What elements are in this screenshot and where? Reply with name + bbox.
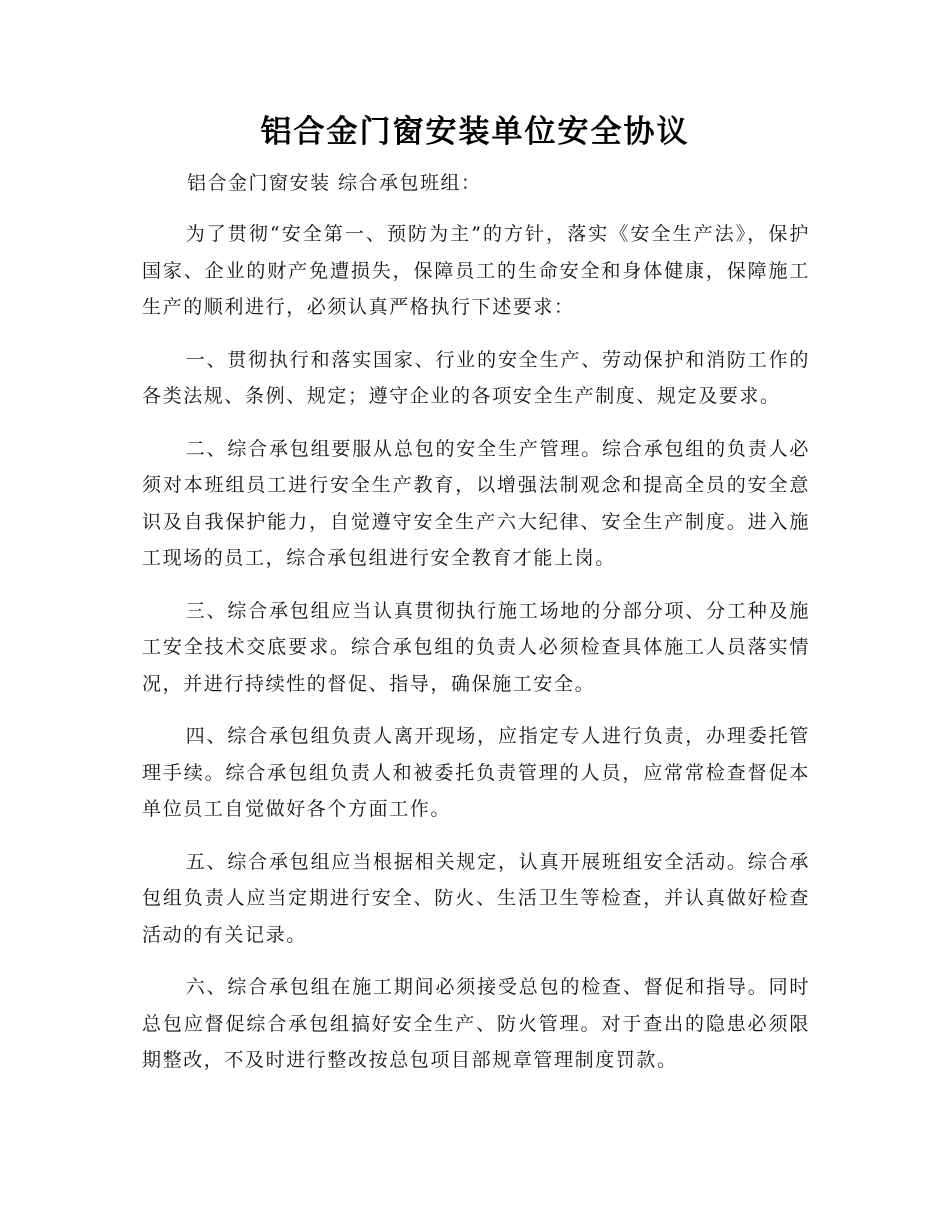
paragraph-clause-2: 二、综合承包组要服从总包的安全生产管理。综合承包组的负责人必须对本班组员工进行安全生产教育，以增强法制观念和提高全员的安全意识及自我保护能力，自觉遵守安全生产六大纪律、安全生产制度。进入施工现场的员工，综合承包组进行安全教育才能上岗。 (142, 437, 810, 569)
paragraph-clause-1: 一、贯彻执行和落实国家、行业的安全生产、劳动保护和消防工作的各类法规、条例、规定；遵守企业的各项安全生产制度、规定及要求。 (142, 348, 810, 407)
document-title: 铝合金门窗安装单位安全协议 (260, 114, 690, 150)
paragraph-clause-5: 五、综合承包组应当根据相关规定，认真开展班组安全活动。综合承包组负责人应当定期进行安全、防火、生活卫生等检查，并认真做好检查活动的有关记录。 (142, 850, 810, 946)
addressee-line: 铝合金门窗安装 综合承包班组： (187, 172, 482, 194)
document-body (142, 216, 810, 1095)
paragraph-clause-3: 三、综合承包组应当认真贯彻执行施工场地的分部分项、分工种及施工安全技术交底要求。综合承包组的负责人必须检查具体施工人员落实情况，并进行持续性的督促、指导，确保施工安全。 (142, 599, 810, 695)
paragraph-clause-4: 四、综合承包组负责人离开现场，应指定专人进行负责，办理委托管理手续。综合承包组负责人和被委托负责管理的人员，应常常检查督促本单位员工自觉做好各个方面工作。 (142, 725, 810, 820)
paragraph-preamble: 为了贯彻“安全第一、预防为主”的方针，落实《安全生产法》，保护国家、企业的财产免遭损失，保障员工的生命安全和身体健康，保障施工生产的顺利进行，必须认真严格执行下述要求： (142, 223, 810, 318)
paragraph-clause-6: 六、综合承包组在施工期间必须接受总包的检查、督促和指导。同时总包应督促综合承包组搞好安全生产、防火管理。对于查出的隐患必须限期整改，不及时进行整改按总包项目部规章管理制度罚款。 (142, 976, 810, 1071)
